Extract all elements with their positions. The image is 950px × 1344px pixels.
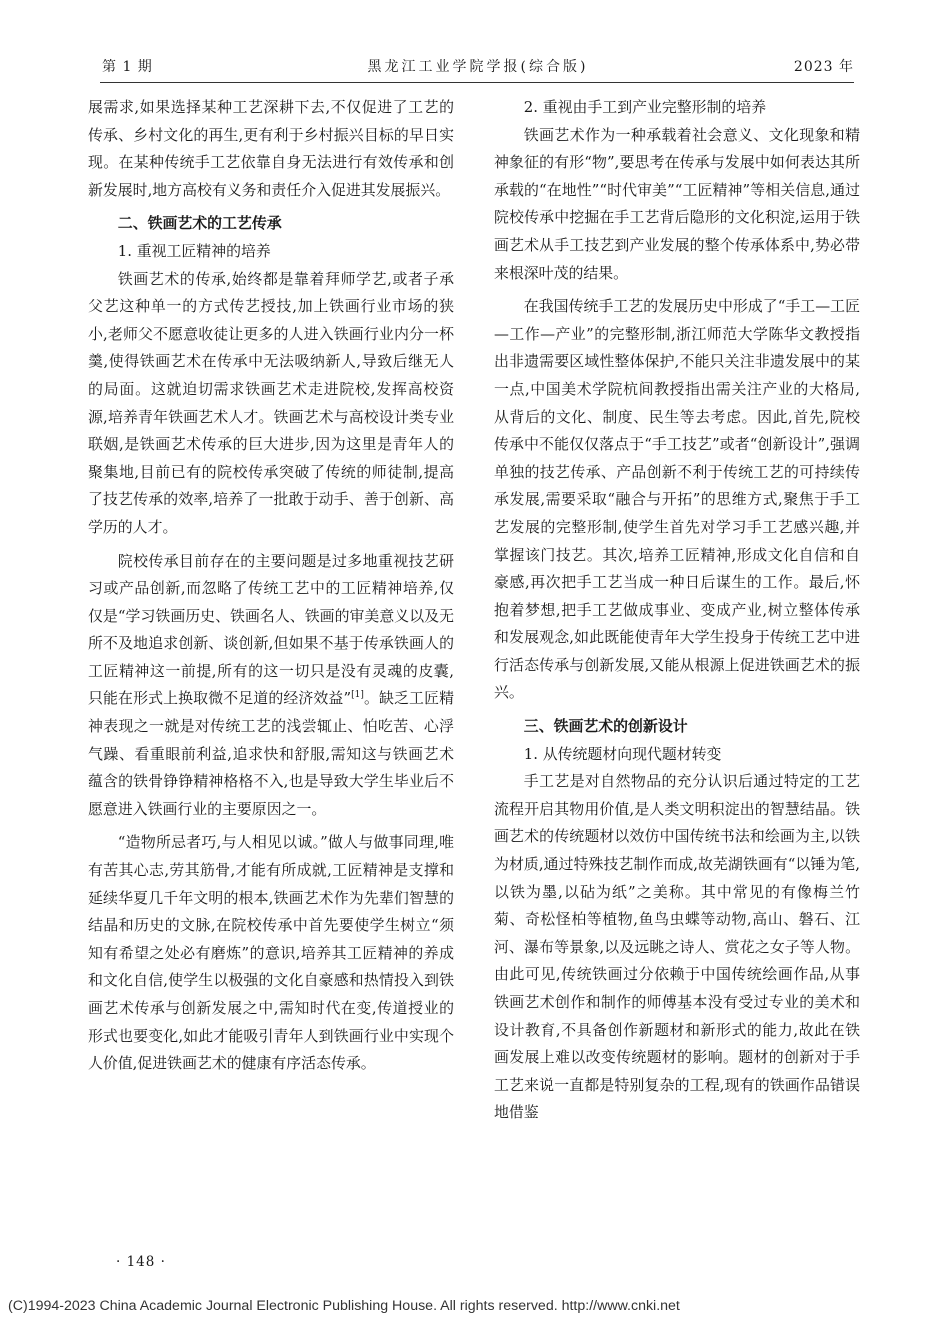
subheading-theme-transition: 1. 从传统题材向现代题材转变 <box>523 744 722 763</box>
page-number: · 148 · <box>116 1254 166 1270</box>
subheading-complete-form: 2. 重视由手工到产业完整形制的培养 <box>523 98 767 116</box>
section-heading-craft-inheritance: 二、铁画艺术的工艺传承 <box>117 214 282 233</box>
subheading-craftsman-spirit: 1. 重视工匠精神的培养 <box>117 241 271 260</box>
body-paragraph-with-citation <box>88 548 454 824</box>
body-paragraph: 铁画艺术作为一种承载着社会意义、文化现象和精神象征的有形“物”,要思考在传承与发展中如何表达其所承载的“在地性”“时代审美”“工匠精神”等相关信息,通过院校传承中挖掘在手工艺背后隐形的文化积淀,运用于铁画艺术从手工技艺到产业发展的整个传承体系中,势必带来根深叶茂的结果。 <box>494 125 860 282</box>
citation-reference[interactable]: [1] <box>351 690 364 701</box>
issue-number: 第 1 期 <box>102 59 153 75</box>
body-paragraph: “造物所忌者巧,与人相见以诚。”做人与做事同理,唯有苦其心志,劳其筋骨,才能有所成就,工匠精神是支撑和延续华夏几千年文明的根本,铁画艺术作为先辈们智慧的结晶和历史的文脉,在院校传承中首先要使学生树立“须知有希望之处必有磨炼”的意识,培养其工匠精神的养成和文化自信,使学生以极强的文化自豪感和热情投入到铁画艺术传承与创新发展之中,需知时代在变,传道授业的形式也要变化,如此才能吸引青年人到铁画行业中实现个人价值,促进铁画艺术的健康有序活态传承。 <box>88 833 454 1073</box>
journal-title: 黑龙江工业学院学报(综合版) <box>367 59 589 75</box>
body-paragraph: 铁画艺术的传承,始终都是靠着拜师学艺,或者子承父艺这种单一的方式传艺授技,加上铁画行业市场的狭小,老师父不愿意收徒让更多的人进入铁画行业内分一杯羹,使得铁画艺术在传承中无法吸纳新人,导致后继无人的局面。这就迫切需求铁画艺术走进院校,发挥高校资源,培养青年铁画艺术人才。铁画艺术与高校设计类专业联姻,是铁画艺术传承的巨大进步,因为这里是青年人的聚集地,目前已有的院校传承突破了传统的师徒制,提高了技艺传承的效率,培养了一批敢于动手、善于创新、高学历的人才。 <box>88 269 454 536</box>
right-column <box>494 94 860 1127</box>
citation-trail-text: 。缺乏工匠精神表现之一就是对传统工艺的浅尝辄止、怕吃苦、心浮气躁、看重眼前利益,追求快和舒服,需知这与铁画艺术蕴含的铁骨铮铮精神格格不入,也是导致大学生毕业后不愿意进入铁画行业的主要原因之一。 <box>88 689 454 818</box>
copyright-footer: (C)1994-2023 China Academic Journal Electronic Publishing House. All rights reserved. http://www.cnki.net <box>8 1298 680 1314</box>
section-heading-innovative-design: 三、铁画艺术的创新设计 <box>523 717 688 736</box>
publication-year: 2023 年 <box>793 59 854 75</box>
intro-paragraph: 展需求,如果选择某种工艺深耕下去,不仅促进了工艺的传承、乡村文化的再生,更有利于乡村振兴目标的早日实现。在某种传统手工艺依靠自身无法进行有效传承和创新发展时,地方高校有义务和责任介入促进其发展振兴。 <box>88 98 454 199</box>
header-divider <box>100 82 854 83</box>
left-column <box>88 94 454 1078</box>
body-paragraph: 在我国传统手工艺的发展历史中形成了“手工—工匠—工作—产业”的完整形制,浙江师范大学陈华文教授指出非遗需要区域性整体保护,不能只关注非遗发展中的某一点,中国美术学院杭间教授指出需关注产业的大格局,从背后的文化、制度、民生等去考虑。因此,首先,院校传承中不能仅仅落点于“手工技艺”或者“创新设计”,强调单独的技艺传承、产品创新不利于传统工艺的可持续传承发展,需要采取“融合与开拓”的思维方式,聚焦于手工艺发展的完整形制,使学生首先对学习手工艺感兴趣,并掌握该门技艺。其次,培养工匠精神,形成文化自信和自豪感,再次把手工艺当成一种日后谋生的工作。最后,怀抱着梦想,把手工艺做成事业、变成产业,树立整体传承和发展观念,如此既能使青年大学生投身于传统工艺中进行活态传承与创新发展,又能从根源上促进铁画艺术的振兴。 <box>494 297 860 702</box>
running-header <box>102 56 854 80</box>
citation-lead-text: 院校传承目前存在的主要问题是过多地重视技艺研习或产品创新,而忽略了传统工艺中的工匠精神培养,仅仅是“学习铁画历史、铁画名人、铁画的审美意义以及无所不及地追求创新、谈创新,但如果不基于传承铁画人的工匠精神这一前提,所有的这一切只是没有灵魂的皮囊,只能在形式上换取微不足道的经济效益” <box>88 551 454 708</box>
body-paragraph: 手工艺是对自然物品的充分认识后通过特定的工艺流程开启其物用价值,是人类文明积淀出的智慧结晶。铁画艺术的传统题材以效仿中国传统书法和绘画为主,以铁为材质,通过特殊技艺制作而成,故芜湖铁画有“以锤为笔,以铁为墨,以砧为纸”之美称。其中常见的有像梅兰竹菊、奇松怪柏等植物,鱼鸟虫蝶等动物,高山、磐石、江河、瀑布等景象,以及远眺之诗人、赏花之女子等人物。由此可见,传统铁画过分依赖于中国传统绘画作品,从事铁画艺术创作和制作的师傅基本没有受过专业的美术和设计教育,不具备创作新题材和新形式的能力,故此在铁画发展上难以改变传统题材的影响。题材的创新对于手工艺来说一直都是特别复杂的工程,现有的铁画作品错误地借鉴 <box>494 772 860 1122</box>
